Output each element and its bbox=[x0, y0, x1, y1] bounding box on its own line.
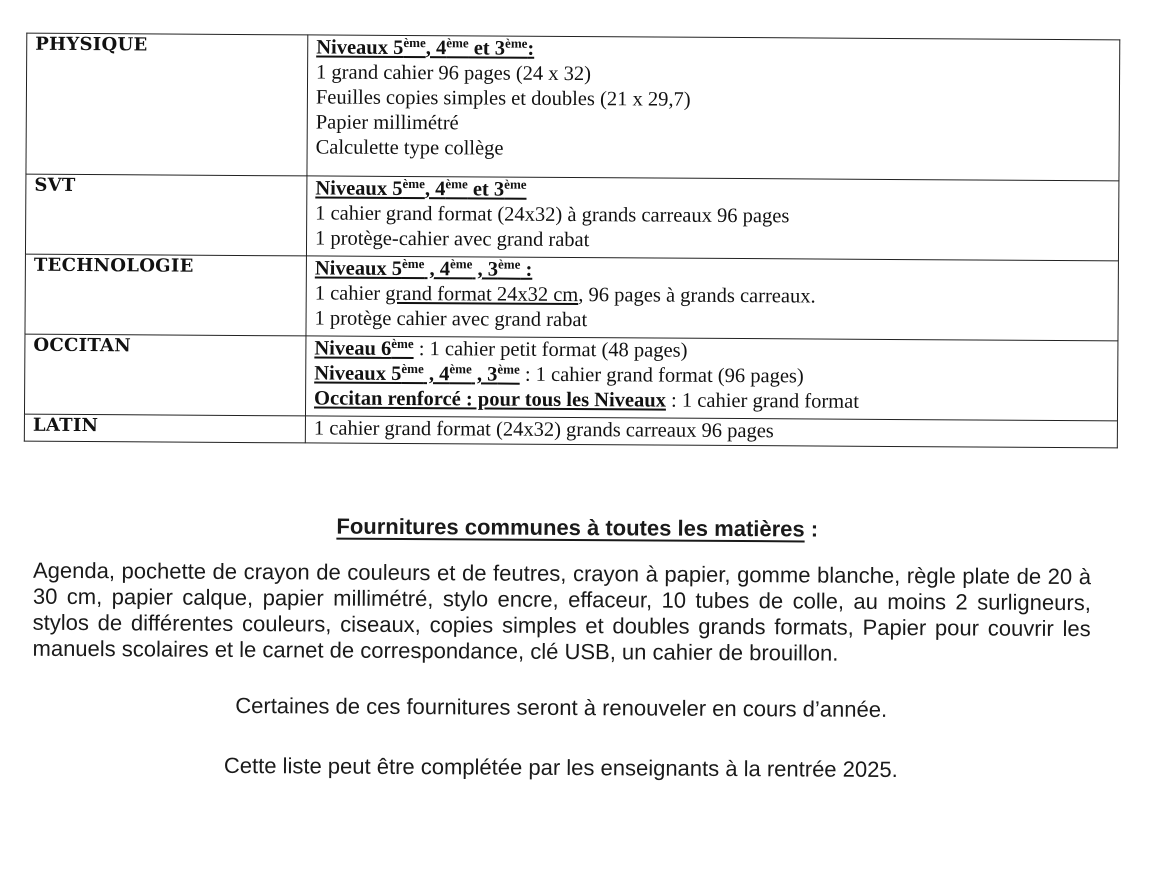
list-item: Niveau 6ème : 1 cahier petit format (48 pages) bbox=[314, 335, 688, 362]
list-item: Calculette type collège bbox=[315, 136, 504, 160]
section-title: Fournitures communes à toutes les matières : bbox=[336, 513, 819, 542]
content-latin bbox=[305, 416, 1117, 448]
content-technologie bbox=[306, 256, 1118, 341]
list-item: 1 grand cahier 96 pages (24 x 32) bbox=[316, 61, 592, 86]
levels-heading: Niveaux 5ème, 4ème et 3ème: bbox=[316, 34, 535, 60]
common-supplies-list: Agenda, pochette de crayon de couleurs et de feutres, crayon à papier, gomme blanche, règle plate de 20 à 30 cm, papier calque, papier millimétré, stylo encre, effaceur, 10 tubes de colle, au moins 2 surligneurs, stylos de différentes couleurs, ciseaux, copies simples et doubles grands formats, Papier pour couvrir les manuels scolaires et le carnet de correspondance, clé USB, un cahier de brouillon. bbox=[32, 557, 1092, 666]
table-row-occitan bbox=[24, 334, 1117, 421]
table-row-latin bbox=[24, 414, 1117, 448]
list-item: 1 protège cahier avec grand rabat bbox=[314, 307, 588, 332]
levels-heading: Niveaux 5ème , 4ème , 3ème : bbox=[314, 255, 533, 281]
content-svt bbox=[306, 176, 1118, 261]
list-item: Niveaux 5ème , 4ème , 3ème : 1 cahier grand format (96 pages) bbox=[314, 360, 804, 388]
common-supplies-section bbox=[32, 512, 1092, 784]
content-physique bbox=[307, 35, 1120, 181]
subject-physique: PHYSIQUE bbox=[26, 33, 308, 176]
subject-occitan: OCCITAN bbox=[24, 334, 305, 416]
content-occitan bbox=[305, 336, 1117, 421]
list-item: Occitan renforcé : pour tous les Niveaux : 1 cahier grand format bbox=[314, 387, 860, 413]
list-item: Papier millimétré bbox=[315, 111, 459, 135]
list-item: 1 protège-cahier avec grand rabat bbox=[314, 227, 590, 252]
supplies-table bbox=[24, 33, 1120, 449]
subject-latin: LATIN bbox=[24, 414, 305, 443]
completion-note: Cette liste peut être complétée par les enseignants à la rentrée 2025. bbox=[223, 752, 898, 783]
table-row-technologie bbox=[25, 254, 1118, 341]
table-row-physique bbox=[26, 33, 1120, 181]
renewal-note: Certaines de ces fournitures seront à renouveler en cours d’année. bbox=[235, 692, 888, 722]
subject-svt: SVT bbox=[25, 174, 306, 256]
list-item: 1 cahier grand format 24x32 cm, 96 pages à grands carreaux. bbox=[314, 282, 816, 308]
list-item: 1 cahier grand format (24x32) grands carreaux 96 pages bbox=[313, 417, 774, 443]
levels-heading: Niveaux 5ème, 4ème et 3ème bbox=[315, 175, 527, 201]
list-item: 1 cahier grand format (24x32) à grands carreaux 96 pages bbox=[315, 202, 790, 228]
subject-technologie: TECHNOLOGIE bbox=[25, 254, 306, 336]
list-item: Feuilles copies simples et doubles (21 x 29,7) bbox=[315, 86, 691, 111]
table-row-svt bbox=[25, 174, 1118, 261]
